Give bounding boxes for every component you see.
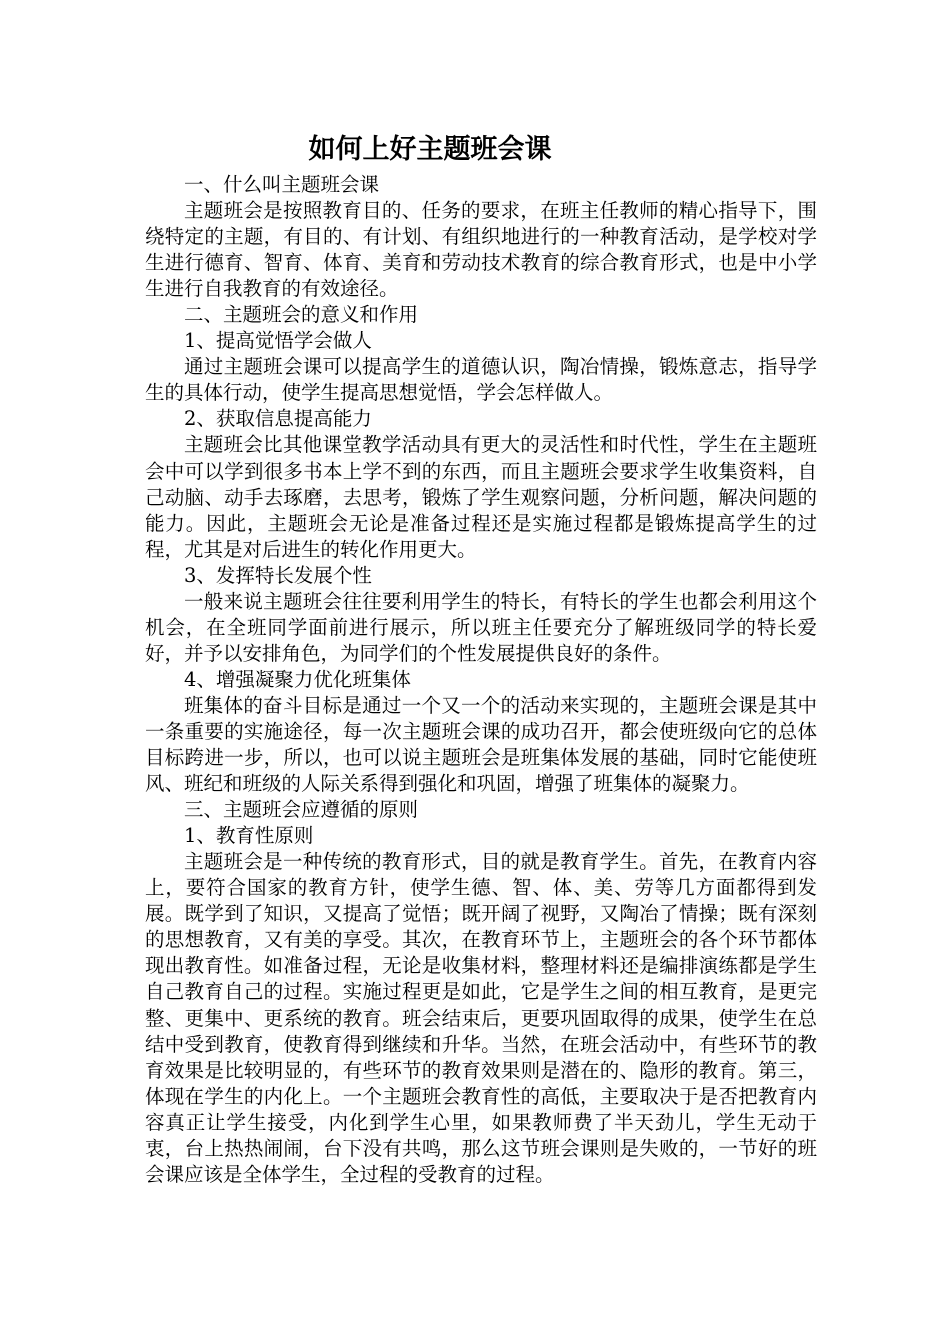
subheading: 4、增强凝聚力优化班集体 xyxy=(184,667,411,691)
body-paragraph: 主题班会比其他课堂教学活动具有更大的灵活性和时代性，学生在主题班会中可以学到很多书本上学不到的东西，而且主题班会要求学生收集资料，自己动脑、动手去琢磨，去思考，锻炼了学生观察问题，分析问题，解决问题的能力。因此，主题班会无论是准备过程还是实施过程都是锻炼提高学生的过程，尤其是对后进生的转化作用更大。 xyxy=(145,433,817,561)
body-paragraph: 班集体的奋斗目标是通过一个又一个的活动来实现的，主题班会课是其中一条重要的实施途径，每一次主题班会课的成功召开，都会使班级向它的总体目标跨进一步，所以，也可以说主题班会是班集体发展的基础，同时它能使班风、班纪和班级的人际关系得到强化和巩固，增强了班集体的凝聚力。 xyxy=(145,693,817,796)
body-paragraph: 一般来说主题班会往往要利用学生的特长，有特长的学生也都会利用这个机会，在全班同学面前进行展示，所以班主任要充分了解班级同学的特长爱好，并予以安排角色，为同学们的个性发展提供良好的条件。 xyxy=(145,589,817,665)
document-title: 如何上好主题班会课 xyxy=(308,134,552,165)
body-paragraph: 主题班会是一种传统的教育形式，目的就是教育学生。首先，在教育内容上，要符合国家的教育方针，使学生德、智、体、美、劳等几方面都得到发展。既学到了知识，又提高了觉悟；既开阔了视野，又陶冶了情操；既有深刻的思想教育，又有美的享受。其次，在教育环节上，主题班会的各个环节都体现出教育性。如准备过程，无论是收集材料，整理材料还是编排演练都是学生自己教育自己的过程。实施过程更是如此，它是学生之间的相互教育，是更完整、更集中、更系统的教育。班会结束后，更要巩固取得的成果，使学生在总结中受到教育，使教育得到继续和升华。当然，在班会活动中，有些环节的教育效果是比较明显的，有些环节的教育效果则是潜在的、隐形的教育。第三，体现在学生的内化上。一个主题班会教育性的高低，主要取决于是否把教育内容真正让学生接受，内化到学生心里，如果教师费了半天劲儿，学生无动于衷，台上热热闹闹，台下没有共鸣，那么这节班会课则是失败的，一节好的班会课应该是全体学生，全过程的受教育的过程。 xyxy=(145,850,817,1186)
section-heading-2: 二、主题班会的意义和作用 xyxy=(184,303,419,327)
subheading: 1、提高觉悟学会做人 xyxy=(184,329,372,353)
subheading: 2、获取信息提高能力 xyxy=(184,407,372,431)
section-heading-1: 一、什么叫主题班会课 xyxy=(184,173,380,196)
body-paragraph: 主题班会是按照教育目的、任务的要求，在班主任教师的精心指导下，围绕特定的主题，有目的、有计划、有组织地进行的一种教育活动，是学校对学生进行德育、智育、体育、美育和劳动技术教育的综合教育形式，也是中小学生进行自我教育的有效途径。 xyxy=(145,199,817,301)
document-body xyxy=(145,172,817,1188)
body-paragraph: 通过主题班会课可以提高学生的道德认识，陶冶情操，锻炼意志，指导学生的具体行动，使学生提高思想觉悟，学会怎样做人。 xyxy=(145,355,817,405)
subheading: 3、发挥特长发展个性 xyxy=(184,563,372,587)
subheading: 1、教育性原则 xyxy=(184,824,314,848)
section-heading-3: 三、主题班会应遵循的原则 xyxy=(184,798,419,822)
